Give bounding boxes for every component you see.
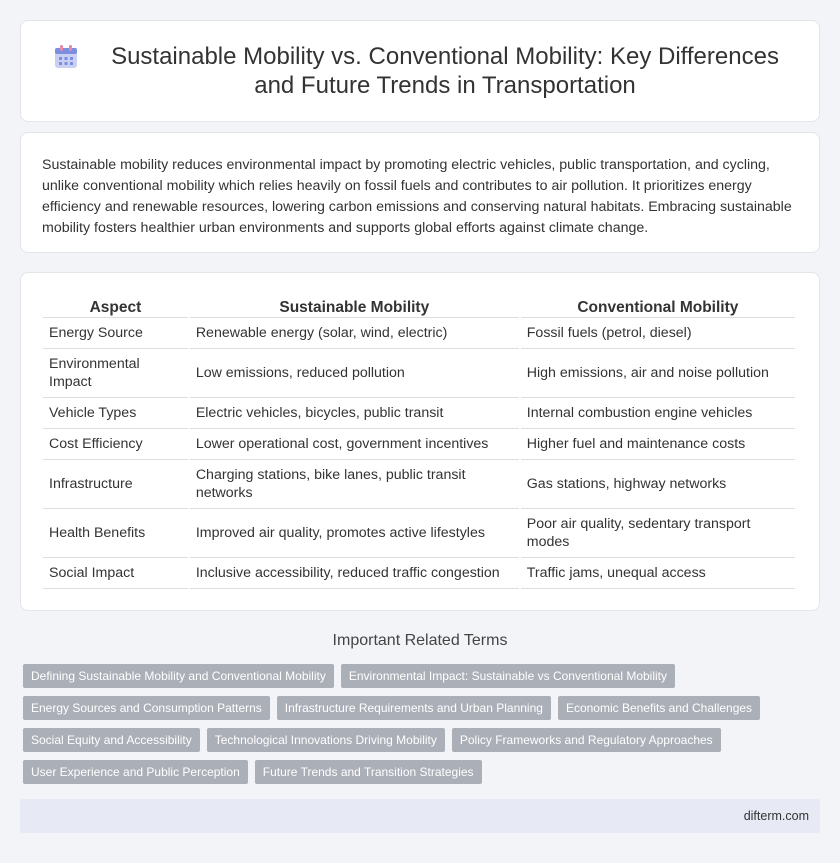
table-cell-conventional: Gas stations, highway networks — [521, 460, 795, 509]
related-terms-title: Important Related Terms — [332, 632, 508, 649]
table-row — [43, 318, 795, 349]
header-card — [20, 20, 820, 122]
table-row — [43, 349, 795, 398]
related-term-tag[interactable]: Economic Benefits and Challenges — [558, 696, 760, 720]
table-cell-sustainable: Charging stations, bike lanes, public transit networks — [190, 460, 519, 509]
related-term-tag[interactable]: User Experience and Public Perception — [23, 760, 248, 784]
table-cell-aspect: Infrastructure — [43, 460, 188, 509]
related-term-tag[interactable]: Environmental Impact: Sustainable vs Conventional Mobility — [341, 664, 675, 688]
table-cell-aspect: Health Benefits — [43, 509, 188, 558]
related-term-tag[interactable]: Defining Sustainable Mobility and Conventional Mobility — [23, 664, 334, 688]
page-title: Sustainable Mobility vs. Conventional Mobility: Key Differences and Future Trends in Transportation — [111, 43, 779, 99]
table-cell-aspect: Energy Source — [43, 318, 188, 349]
column-header-aspect: Aspect — [43, 295, 188, 318]
table-cell-conventional: Internal combustion engine vehicles — [521, 398, 795, 429]
table-cell-conventional: Fossil fuels (petrol, diesel) — [521, 318, 795, 349]
column-header-sustainable: Sustainable Mobility — [190, 295, 519, 318]
comparison-table — [41, 295, 797, 589]
related-term-tag[interactable]: Infrastructure Requirements and Urban Planning — [277, 696, 551, 720]
table-cell-sustainable: Low emissions, reduced pollution — [190, 349, 519, 398]
calendar-icon — [51, 42, 81, 72]
table-cell-conventional: Higher fuel and maintenance costs — [521, 429, 795, 460]
table-row — [43, 398, 795, 429]
table-cell-aspect: Vehicle Types — [43, 398, 188, 429]
table-cell-sustainable: Inclusive accessibility, reduced traffic congestion — [190, 558, 519, 589]
table-cell-sustainable: Improved air quality, promotes active lifestyles — [190, 509, 519, 558]
table-cell-conventional: Traffic jams, unequal access — [521, 558, 795, 589]
table-cell-aspect: Social Impact — [43, 558, 188, 589]
related-term-tag[interactable]: Social Equity and Accessibility — [23, 728, 200, 752]
table-cell-conventional: High emissions, air and noise pollution — [521, 349, 795, 398]
table-cell-conventional: Poor air quality, sedentary transport modes — [521, 509, 795, 558]
table-header-row — [43, 295, 795, 318]
related-term-tag[interactable]: Technological Innovations Driving Mobility — [207, 728, 445, 752]
related-term-tag[interactable]: Policy Frameworks and Regulatory Approaches — [452, 728, 721, 752]
table-cell-aspect: Cost Efficiency — [43, 429, 188, 460]
table-cell-aspect: Environmental Impact — [43, 349, 188, 398]
related-term-tag[interactable]: Energy Sources and Consumption Patterns — [23, 696, 270, 720]
table-row — [43, 509, 795, 558]
column-header-conventional: Conventional Mobility — [521, 295, 795, 318]
table-cell-sustainable: Lower operational cost, government incentives — [190, 429, 519, 460]
related-terms-list — [23, 664, 813, 792]
table-cell-sustainable: Renewable energy (solar, wind, electric) — [190, 318, 519, 349]
table-row — [43, 429, 795, 460]
table-cell-sustainable: Electric vehicles, bicycles, public transit — [190, 398, 519, 429]
table-row — [43, 460, 795, 509]
footer-site-link[interactable]: difterm.com — [743, 809, 809, 823]
comparison-table-card — [20, 272, 820, 611]
table-row — [43, 558, 795, 589]
footer — [20, 799, 820, 833]
intro-text: Sustainable mobility reduces environmental impact by promoting electric vehicles, public transportation, and cycling, unlike conventional mobility which relies heavily on fossil fuels and contributes to air pollution. It prioritizes energy efficiency and renewable resources, lowering carbon emissions and conserving natural habitats. Embracing sustainable mobility fosters healthier urban environments and supports global efforts against climate change. — [42, 157, 792, 236]
related-term-tag[interactable]: Future Trends and Transition Strategies — [255, 760, 482, 784]
intro-card — [20, 132, 820, 253]
